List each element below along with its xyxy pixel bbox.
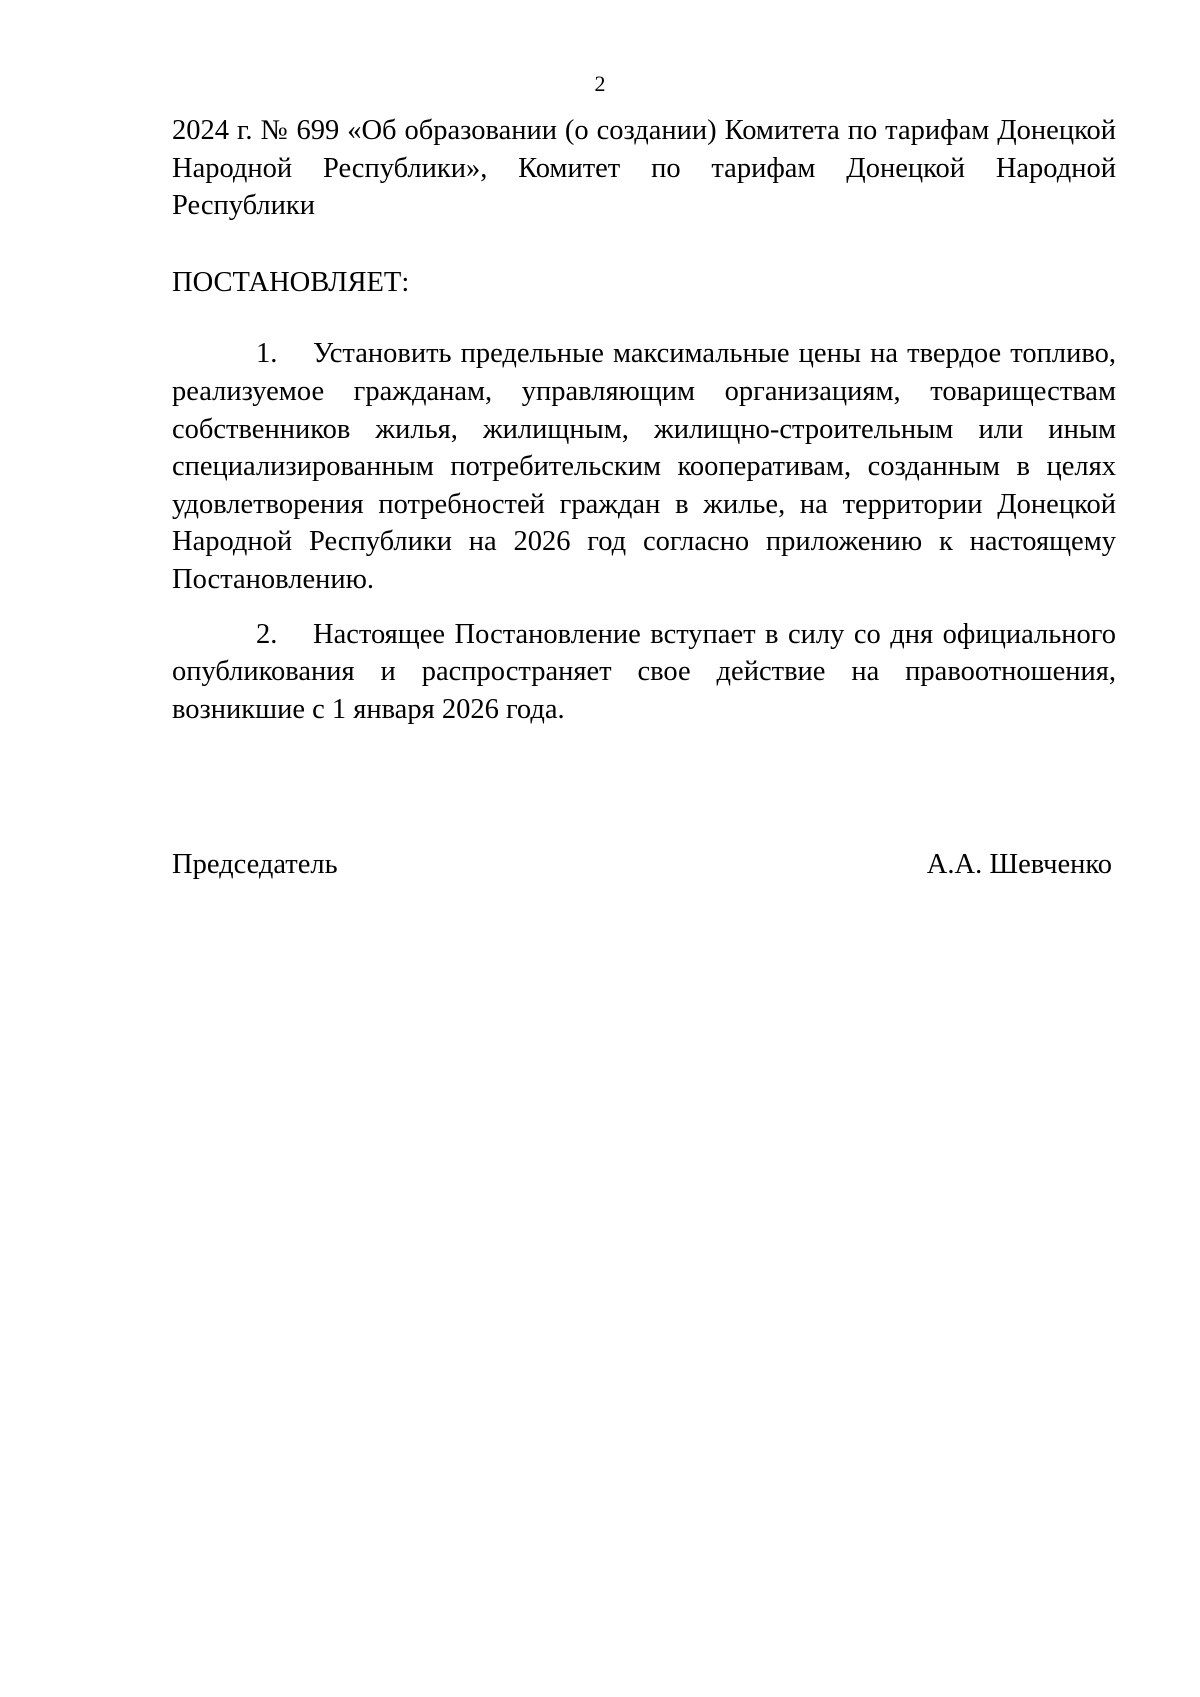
document-body: [172, 112, 1116, 728]
signature-block: [172, 846, 1112, 884]
page-number: 2: [594, 71, 606, 96]
resolution-item-2: [172, 616, 1116, 729]
item-number: 1.: [256, 338, 278, 370]
signatory-position: Председатель: [172, 849, 338, 880]
resolution-item-1: [172, 335, 1116, 598]
item-number: 2.: [256, 618, 278, 650]
signatory-name: А.А. Шевченко: [926, 849, 1112, 880]
intro-paragraph: 2024 г. № 699 «Об образовании (о создании) Комитета по тарифам Донецкой Народной Республики», Комитет по тарифам Донецкой Народной Республики: [172, 115, 1116, 222]
item-text: Настоящее Постановление вступает в силу со дня официального опубликования и распространяет свое действие на правоотношения, возникшие с 1 января 2026 года.: [172, 618, 1116, 725]
item-text: Установить предельные максимальные цены на твердое топливо, реализуемое гражданам, управляющим организациям, товариществам собственников жилья, жилищным, жилищно-строительным или иным специализированным потребительским кооперативам, созданным в целях удовлетворения потребностей граждан в жилье, на территории Донецкой Народной Республики на 2026 год согласно приложению к настоящему Постановлению.: [172, 338, 1116, 595]
resolve-heading: ПОСТАНОВЛЯЕТ:: [172, 266, 410, 298]
